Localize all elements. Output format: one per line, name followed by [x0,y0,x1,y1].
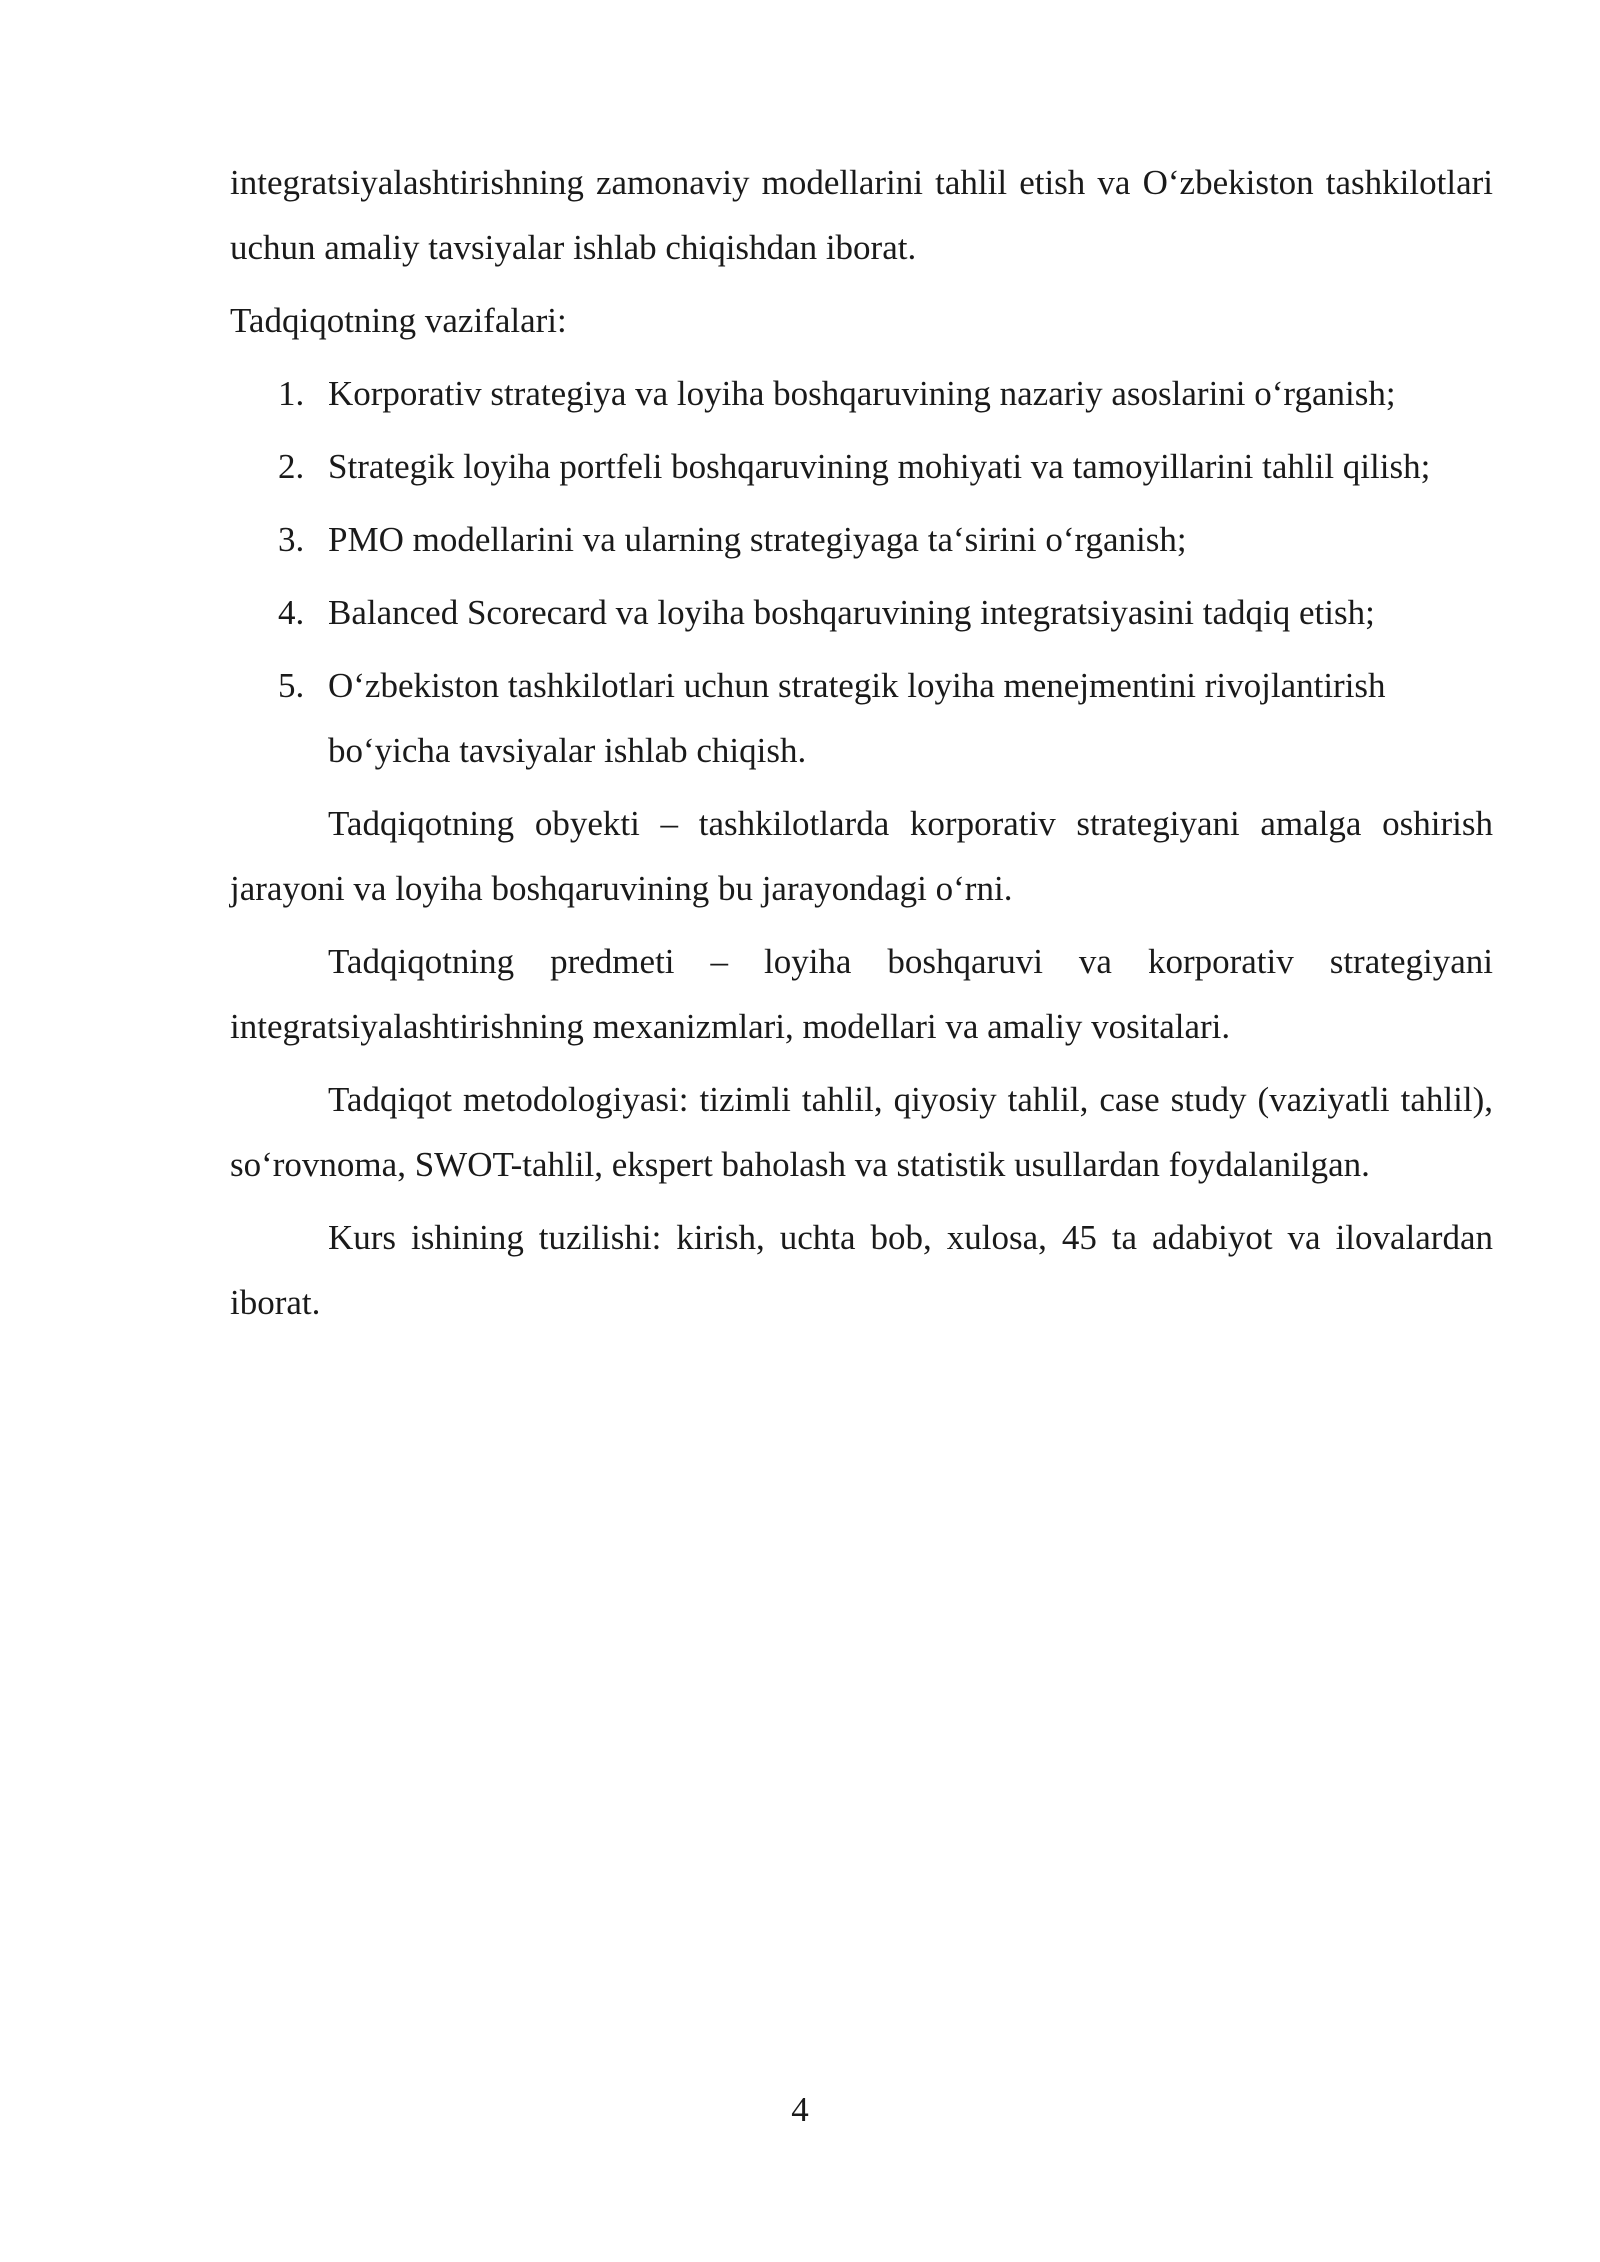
list-item-number: 5. [278,666,305,705]
list-item [230,361,1493,426]
list-item-text: Balanced Scorecard va loyiha boshqaruvining integratsiyasini tadqiq etish; [328,593,1375,632]
list-item-number: 3. [278,520,305,559]
methodology-paragraph: Tadqiqot metodologiyasi: tizimli tahlil, qiyosiy tahlil, case study (vaziyatli tahlil), soʻrovnoma, SWOT-tahlil, ekspert baholash va statistik usullardan foydalanilgan. [230,1080,1493,1184]
object-paragraph: Tadqiqotning obyekti – tashkilotlarda korporativ strategiyani amalga oshirish jarayoni va loyiha boshqaruvining bu jarayondagi oʻrni. [230,804,1493,908]
subject-paragraph: Tadqiqotning predmeti – loyiha boshqaruvi va korporativ strategiyani integratsiyalashtirishning mexanizmlari, modellari va amaliy vositalari. [230,942,1493,1046]
list-item [230,653,1493,783]
list-item-text: PMO modellarini va ularning strategiyaga taʻsirini oʻrganish; [328,520,1187,559]
list-item [230,580,1493,645]
tasks-list [230,361,1493,783]
list-item-text: Oʻzbekiston tashkilotlari uchun strategik loyiha menejmentini rivojlantirish boʻyicha tavsiyalar ishlab chiqish. [328,666,1386,770]
page-number: 4 [791,2090,809,2129]
list-item [230,434,1493,499]
intro-paragraph: integratsiyalashtirishning zamonaviy modellarini tahlil etish va Oʻzbekiston tashkilotlari uchun amaliy tavsiyalar ishlab chiqishdan iborat. [230,163,1493,267]
document-page [230,150,1493,1343]
tasks-heading: Tadqiqotning vazifalari: [230,301,567,340]
list-item-number: 1. [278,374,305,413]
list-item-number: 4. [278,593,305,632]
structure-paragraph: Kurs ishining tuzilishi: kirish, uchta bob, xulosa, 45 ta adabiyot va ilovalardan iborat. [230,1218,1493,1322]
list-item-text: Strategik loyiha portfeli boshqaruvining mohiyati va tamoyillarini tahlil qilish; [328,447,1431,486]
list-item-number: 2. [278,447,305,486]
list-item [230,507,1493,572]
list-item-text: Korporativ strategiya va loyiha boshqaruvining nazariy asoslarini oʻrganish; [328,374,1396,413]
